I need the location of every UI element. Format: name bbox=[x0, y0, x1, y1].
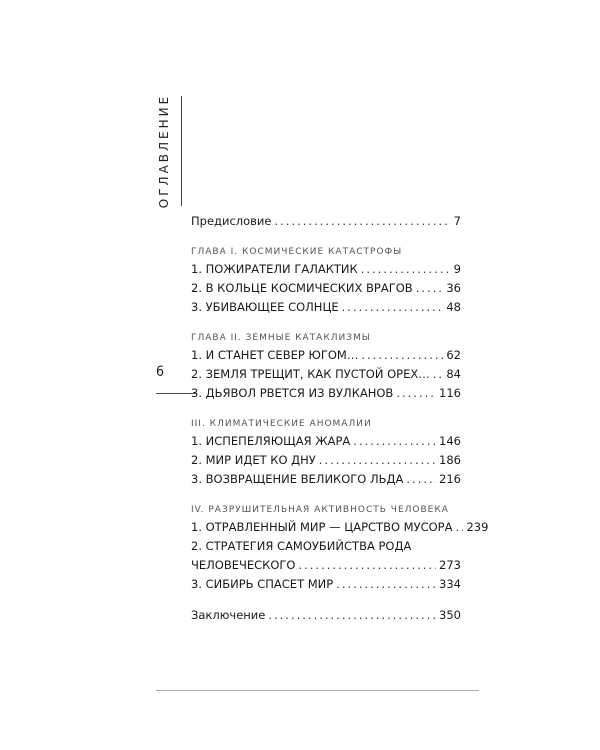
toc-title-text: ОГЛАВЛЕНИЕ bbox=[157, 93, 172, 209]
toc-entry-conclusion[interactable] bbox=[191, 606, 461, 625]
toc-vertical-title bbox=[156, 93, 172, 209]
toc-entry[interactable] bbox=[191, 451, 461, 470]
toc-entry-preface[interactable] bbox=[191, 212, 461, 231]
leader-dots bbox=[361, 346, 443, 365]
bottom-divider bbox=[156, 690, 479, 691]
leader-dots bbox=[353, 432, 436, 451]
toc-entry-page: 62 bbox=[446, 348, 461, 362]
toc-entry-title: Предисловие bbox=[191, 214, 272, 228]
toc-entry[interactable] bbox=[191, 298, 461, 317]
toc-entry[interactable] bbox=[191, 279, 461, 298]
leader-dots bbox=[319, 451, 436, 470]
leader-dots bbox=[433, 365, 444, 384]
toc-entry-title: 3. ВОЗВРАЩЕНИЕ ВЕЛИКОГО ЛЬДА bbox=[191, 472, 404, 486]
page-number-rule bbox=[156, 393, 196, 394]
toc-entry-page: 7 bbox=[453, 214, 461, 228]
section-heading-4: IV. РАЗРУШИТЕЛЬНАЯ АКТИВНОСТЬ ЧЕЛОВЕКА bbox=[191, 505, 449, 515]
toc-entry-page: 334 bbox=[439, 577, 461, 591]
toc-entry-title: 2. В КОЛЬЦЕ КОСМИЧЕСКИХ ВРАГОВ bbox=[191, 281, 413, 295]
leader-dots bbox=[455, 518, 463, 537]
toc-entry-page: 186 bbox=[439, 453, 461, 467]
toc-entry[interactable] bbox=[191, 432, 461, 451]
toc-entry-page: 9 bbox=[453, 262, 461, 276]
leader-dots bbox=[396, 384, 436, 403]
toc-entry[interactable] bbox=[191, 365, 461, 384]
toc-entry-page: 48 bbox=[446, 300, 461, 314]
spacer bbox=[191, 594, 461, 606]
leader-dots bbox=[268, 606, 436, 625]
toc-entry[interactable] bbox=[191, 575, 461, 594]
section-heading-2: ГЛАВА II. ЗЕМНЫЕ КАТАКЛИЗМЫ bbox=[191, 333, 371, 343]
toc-entry-title: 1. ПОЖИРАТЕЛИ ГАЛАКТИК bbox=[191, 262, 358, 276]
toc-entry-page: 216 bbox=[439, 472, 461, 486]
toc-entry[interactable]: 1. ОТРАВЛЕННЫЙ МИР — ЦАРСТВО МУСОРА ..... 239 bbox=[191, 518, 461, 537]
page-number: 6 bbox=[156, 364, 165, 380]
leader-dots bbox=[361, 260, 451, 279]
toc-entry-page: 146 bbox=[439, 434, 461, 448]
toc-entry-title: 1. ОТРАВЛЕННЫЙ МИР — ЦАРСТВО МУСОРА bbox=[191, 520, 453, 534]
toc-entry-title: 3. УБИВАЮЩЕЕ СОЛНЦЕ bbox=[191, 300, 339, 314]
toc-entry[interactable] bbox=[191, 384, 461, 403]
toc-entry[interactable] bbox=[191, 346, 461, 365]
vertical-divider bbox=[181, 96, 182, 206]
toc-entry-page: 116 bbox=[439, 386, 461, 400]
toc-entry-title-line2: ЧЕЛОВЕЧЕСКОГО bbox=[191, 558, 296, 572]
leader-dots bbox=[336, 575, 436, 594]
toc-entry-page: 350 bbox=[439, 608, 461, 622]
leader-dots bbox=[298, 556, 436, 575]
leader-dots bbox=[416, 279, 444, 298]
leader-dots bbox=[342, 298, 444, 317]
leader-dots bbox=[274, 212, 450, 231]
table-of-contents bbox=[191, 212, 489, 625]
toc-entry-title: 3. ДЬЯВОЛ РВЕТСЯ ИЗ ВУЛКАНОВ bbox=[191, 386, 394, 400]
toc-entry[interactable] bbox=[191, 470, 461, 489]
toc-entry-title: 3. СИБИРЬ СПАСЕТ МИР bbox=[191, 577, 334, 591]
toc-entry-page: 36 bbox=[446, 281, 461, 295]
section-heading-3: III. КЛИМАТИЧЕСКИЕ АНОМАЛИИ bbox=[191, 419, 372, 429]
toc-entry-title: 1. ИСПЕПЕЛЯЮЩАЯ ЖАРА bbox=[191, 434, 351, 448]
toc-entry-title: 2. МИР ИДЕТ КО ДНУ bbox=[191, 453, 316, 467]
toc-entry-page: 84 bbox=[446, 367, 461, 381]
toc-entry-page: 273 bbox=[439, 558, 461, 572]
leader-dots bbox=[406, 470, 436, 489]
toc-entry[interactable] bbox=[191, 556, 461, 575]
section-heading-1: ГЛАВА I. КОСМИЧЕСКИЕ КАТАСТРОФЫ bbox=[191, 247, 403, 257]
toc-entry[interactable] bbox=[191, 260, 461, 279]
toc-entry-title-line1[interactable]: 2. СТРАТЕГИЯ САМОУБИЙСТВА РОДА bbox=[191, 539, 412, 553]
toc-entry-title: 2. ЗЕМЛЯ ТРЕЩИТ, КАК ПУСТОЙ ОРЕХ… bbox=[191, 367, 430, 381]
toc-entry-title: 1. И СТАНЕТ СЕВЕР ЮГОМ… bbox=[191, 348, 359, 362]
toc-entry-title: Заключение bbox=[191, 608, 266, 622]
